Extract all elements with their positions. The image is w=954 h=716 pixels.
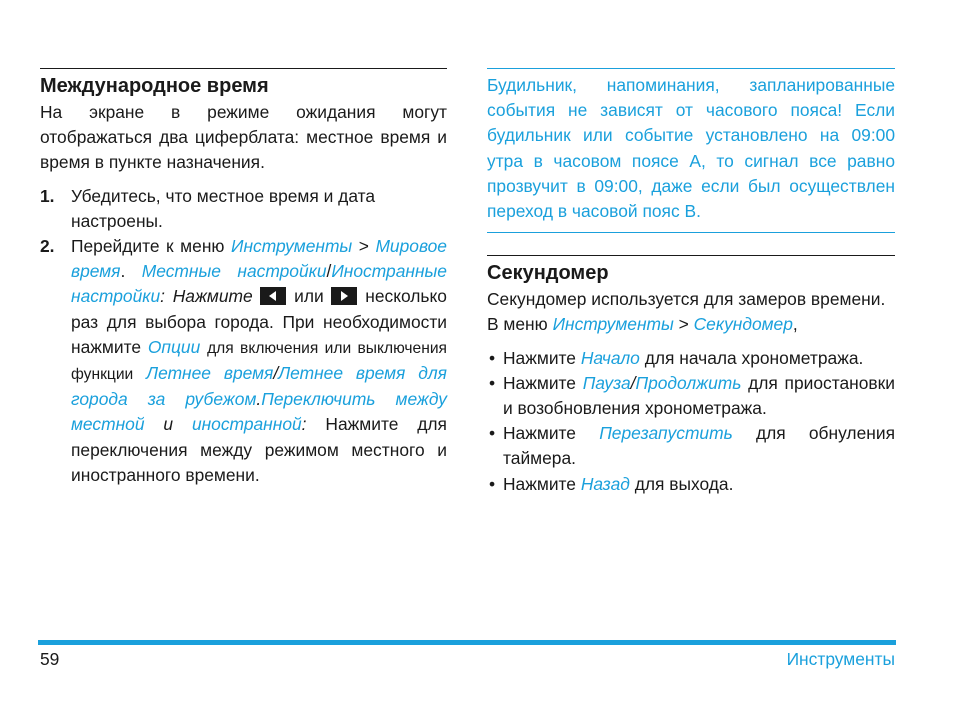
stopwatch-menu-path (487, 312, 895, 337)
bullet-restart (487, 421, 895, 471)
step-number: 1. (40, 185, 55, 206)
menu-link-world-time[interactable]: Мировое время (71, 236, 447, 282)
right-column (487, 66, 895, 497)
step-text: : Нажмите (160, 286, 253, 307)
separator: : (301, 414, 307, 435)
menu-link-tools[interactable]: Инструменты (231, 236, 353, 257)
separator: , (792, 314, 798, 335)
bullet-dot: • (489, 473, 496, 494)
section-heading-world-time: Международное время (40, 75, 269, 97)
separator: . (256, 389, 262, 410)
step-text: Нажмите для переключения между режимом местного и иностранного времени. (71, 414, 447, 485)
menu-link-restart[interactable]: Перезапустить (599, 423, 733, 444)
stopwatch-bullets (487, 346, 895, 497)
menu-link-pause[interactable]: Пауза (582, 372, 631, 393)
step-text: Убедитесь, что местное время и дата настроены. (71, 185, 376, 231)
bullet-dot: • (489, 347, 496, 368)
steps-list (40, 184, 447, 488)
step-number: 2. (40, 236, 55, 257)
stopwatch-top-rule (487, 255, 895, 256)
menu-link-stopwatch[interactable]: Секундомер (693, 314, 793, 335)
menu-link-summer-time-abroad[interactable]: Летнее время для города за рубежом (71, 363, 447, 410)
bullet-dot: • (489, 423, 496, 444)
page-number: 59 (40, 649, 60, 669)
left-column (40, 66, 447, 488)
note-bottom-rule (487, 232, 895, 233)
menu-link-foreign[interactable]: иностранной (191, 414, 302, 435)
step-1 (40, 184, 447, 234)
section-heading-stopwatch: Секундомер (487, 262, 609, 285)
step-2 (40, 234, 447, 488)
step-text: Перейдите к меню (71, 236, 225, 257)
bullet-text: для приостановки и возобновления хронометража. (503, 372, 895, 419)
menu-link-back[interactable]: Назад (580, 473, 630, 494)
left-top-rule (40, 68, 447, 69)
menu-link-foreign-settings[interactable]: Иностранные настройки (71, 261, 447, 307)
menu-link-start[interactable]: Начало (580, 347, 640, 368)
separator: . (120, 261, 126, 282)
step-text: несколько раз для выбора города. При необходимости нажмите (71, 286, 447, 357)
left-arrow-key-icon (260, 287, 286, 305)
step-text: для включения или выключения функции (71, 339, 447, 384)
stopwatch-intro: Секундомер используется для замеров времени. (487, 289, 886, 310)
footer-section-name: Инструменты (786, 649, 895, 669)
separator: > (673, 314, 694, 335)
bullet-dot: • (489, 372, 496, 393)
separator: > (352, 236, 376, 257)
note-top-rule (487, 68, 895, 69)
step-text: и (144, 414, 192, 435)
step-text: или (286, 286, 332, 307)
separator: / (326, 261, 332, 282)
footer-bar (38, 640, 896, 645)
menu-link-continue[interactable]: Продолжить (635, 372, 742, 393)
bullet-text: для начала хронометража. (644, 347, 864, 368)
menu-link-tools[interactable]: Инструменты (552, 314, 674, 335)
bullet-text: для выхода. (634, 473, 734, 494)
note-text: Будильник, напоминания, запланированные события не зависят от часового пояса! Если будильник или событие установлено на 09:00 утра в часовом поясе А, то сигнал все равно прозвучит в 09:00, даже если был осуществлен переход в часовой пояс В. (487, 75, 895, 222)
path-text: В меню (487, 314, 548, 335)
bullet-text: Нажмите (503, 473, 576, 494)
bullet-pause (487, 371, 895, 421)
menu-link-switch-local[interactable]: Переключить между местной (71, 389, 447, 435)
bullet-text: Нажмите (503, 347, 576, 368)
menu-link-summer-time[interactable]: Летнее время (146, 363, 274, 384)
world-time-intro: На экране в режиме ожидания могут отображаться два циферблата: местное время и время в пункте назначения. (40, 102, 447, 173)
bullet-text: для обнуления таймера. (503, 423, 895, 469)
separator: / (273, 363, 279, 384)
bullet-text: Нажмите (503, 423, 576, 444)
menu-link-options[interactable]: Опции (147, 336, 201, 357)
bullet-start (487, 346, 895, 371)
separator: / (630, 372, 636, 393)
right-arrow-key-icon (331, 287, 357, 305)
bullet-text: Нажмите (503, 372, 576, 393)
bullet-back (487, 472, 895, 497)
menu-link-local-settings[interactable]: Местные настройки (141, 261, 327, 282)
